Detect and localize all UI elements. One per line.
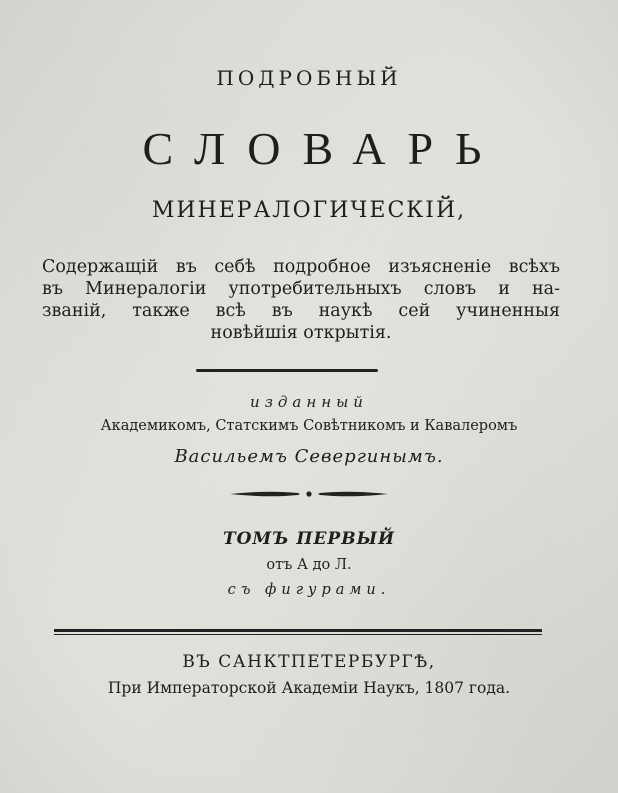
book-title-second: МИНЕРАЛОГИЧЕСКІЙ, [151, 198, 467, 223]
description-line: званій, также всѣ въ наукѣ сей учиненныя [42, 301, 560, 321]
double-rule-thin [54, 634, 542, 635]
author-ranks: Академикомъ, Статскимъ Совѣтникомъ и Кавалеромъ [100, 418, 518, 434]
description-line: Содержащій въ себѣ подробное изъясненіе всѣхъ [42, 257, 560, 277]
description [42, 256, 560, 344]
book-subtitle: ПОДРОБНЫЙ [216, 66, 402, 90]
divider-rule [196, 369, 378, 372]
author-name: Васильемъ Севергинымъ. [174, 446, 444, 467]
imprint-city: ВЪ САНКТПЕТЕРБУРГѢ, [182, 652, 436, 672]
double-rule-thick [54, 629, 542, 632]
volume-label: ТОМЪ ПЕРВЫЙ [222, 529, 396, 549]
figures-note: съ фигурами. [227, 582, 391, 598]
ornament-rule [228, 488, 390, 500]
book-title: СЛОВАРЬ [142, 123, 504, 174]
published-label: изданный [250, 393, 368, 411]
description-line: въ Минералогіи употребительныхъ словъ и на- [42, 279, 560, 299]
description-line: новѣйшія открытія. [210, 323, 392, 343]
imprint-line: При Императорской Академіи Наукъ, 1807 года. [107, 679, 511, 697]
letter-range: отъ А до Л. [266, 557, 352, 573]
